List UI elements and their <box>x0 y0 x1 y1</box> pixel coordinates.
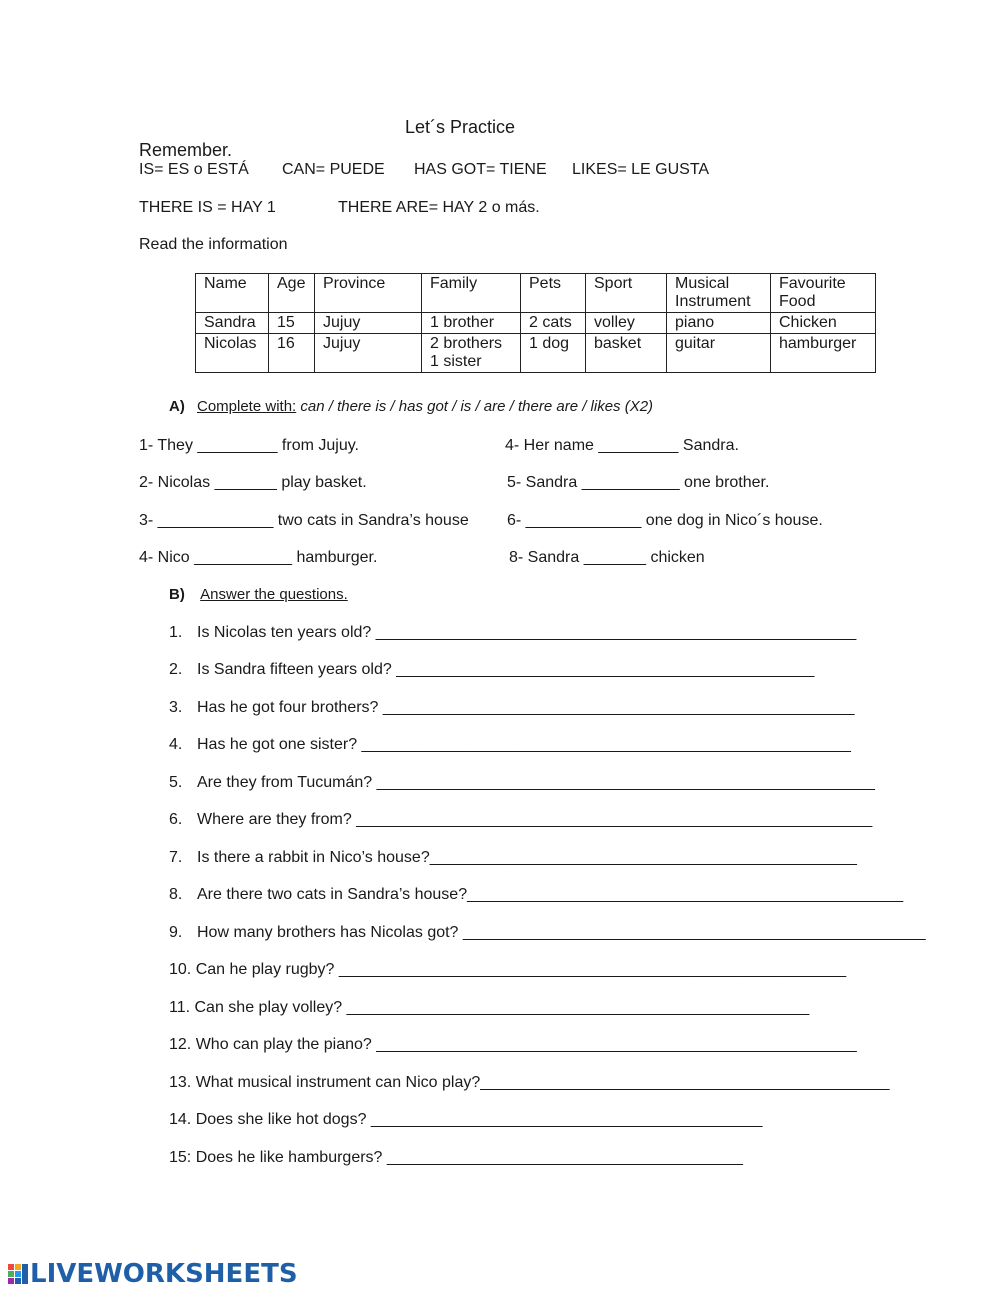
cell-line: Instrument <box>675 293 751 310</box>
exercise-item[interactable]: 8- Sandra _______ chicken <box>509 549 705 566</box>
there-is-rule: THERE IS = HAY 1 <box>139 199 276 216</box>
cell-line: 2 brothers <box>430 335 503 352</box>
cell-line: guitar <box>675 335 716 352</box>
exercise-item[interactable]: 5- Sandra ___________ one brother. <box>507 474 770 491</box>
keyword-is: IS= ES o ESTÁ <box>139 161 249 178</box>
keyword-has-got: HAS GOT= TIENE <box>414 161 547 178</box>
exercise-item[interactable]: 4- Her name _________ Sandra. <box>505 437 739 454</box>
there-are-rule: THERE ARE= HAY 2 o más. <box>338 199 540 216</box>
liveworksheets-logo[interactable] <box>8 1259 298 1289</box>
cell-line: piano <box>675 314 715 331</box>
cell-line: volley <box>594 314 635 331</box>
question-line[interactable] <box>169 699 855 717</box>
question-number: 5. <box>169 774 183 791</box>
cell-line: Family <box>430 275 478 292</box>
cell-line: Sport <box>594 275 633 292</box>
cell-line: hamburger <box>779 335 857 352</box>
question-text: Are they from Tucumán? ________________________________________________________ <box>197 774 875 791</box>
exercise-item[interactable]: 3- _____________ two cats in Sandra’s house <box>139 512 469 529</box>
section-b-letter: B) <box>169 586 185 603</box>
question-number: 7. <box>169 849 183 866</box>
table-cell <box>771 313 876 334</box>
question-line[interactable] <box>169 924 926 942</box>
cell-line: Chicken <box>779 314 837 331</box>
table-header-cell <box>667 274 771 313</box>
cell-line: 1 brother <box>430 314 495 331</box>
info-table <box>195 273 876 373</box>
cell-line: Nicolas <box>204 335 257 352</box>
cell-line: Jujuy <box>323 335 361 352</box>
table-cell <box>196 313 269 334</box>
question-text: 15: Does he like hamburgers? ________________________________________ <box>169 1149 743 1166</box>
question-text: Is there a rabbit in Nico’s house?________________________________________________ <box>197 849 857 866</box>
question-text: 10. Can he play rugby? _________________________________________________________ <box>169 961 847 978</box>
section-a-word-bank: can / there is / has got / is / are / there are / likes (X2) <box>300 398 654 415</box>
question-text: Has he got one sister? _______________________________________________________ <box>197 736 851 753</box>
question-line[interactable] <box>169 661 814 679</box>
question-text: 11. Can she play volley? ____________________________________________________ <box>169 999 810 1016</box>
question-line[interactable] <box>169 736 851 754</box>
question-line[interactable] <box>169 774 875 792</box>
question-line[interactable] <box>169 1149 743 1167</box>
remember-heading: Remember. <box>139 140 233 160</box>
table-cell <box>771 334 876 373</box>
question-line[interactable] <box>169 811 872 829</box>
table-header-row <box>196 274 876 313</box>
question-line[interactable] <box>169 1036 857 1054</box>
exercise-item[interactable]: 4- Nico ___________ hamburger. <box>139 549 378 566</box>
cell-line: Food <box>779 293 816 310</box>
question-text: How many brothers has Nicolas got? ____________________________________________________ <box>197 924 926 941</box>
cell-line: Sandra <box>204 314 256 331</box>
cell-line: Musical <box>675 275 730 292</box>
table-cell <box>586 313 667 334</box>
section-b-instruction <box>169 586 348 603</box>
exercise-item[interactable]: 1- They _________ from Jujuy. <box>139 437 359 454</box>
table-header-cell <box>196 274 269 313</box>
question-text: Is Sandra fifteen years old? _______________________________________________ <box>197 661 815 678</box>
table-header-cell <box>521 274 586 313</box>
table-row <box>196 334 876 373</box>
question-line[interactable] <box>169 1074 890 1092</box>
question-line[interactable] <box>169 886 903 904</box>
cell-line: 2 cats <box>529 314 572 331</box>
cell-line: 1 sister <box>430 353 482 370</box>
table-header-cell <box>771 274 876 313</box>
question-number: 1. <box>169 624 183 641</box>
table-cell <box>315 313 422 334</box>
cell-line: basket <box>594 335 642 352</box>
question-number: 3. <box>169 699 183 716</box>
liveworksheets-logo-icon <box>8 1262 30 1286</box>
question-line[interactable] <box>169 849 857 867</box>
table-header-cell <box>315 274 422 313</box>
keyword-can: CAN= PUEDE <box>282 161 385 178</box>
section-a-letter: A) <box>169 398 185 415</box>
liveworksheets-logo-text: LIVEWORKSHEETS <box>30 1259 298 1289</box>
cell-line: 15 <box>277 314 295 331</box>
table-cell <box>315 334 422 373</box>
table-cell <box>196 334 269 373</box>
cell-line: Favourite <box>779 275 846 292</box>
question-line[interactable] <box>169 961 846 979</box>
question-text: 13. What musical instrument can Nico play?______________________________________________ <box>169 1074 890 1091</box>
table-row <box>196 313 876 334</box>
question-number: 2. <box>169 661 183 678</box>
exercise-item[interactable]: 2- Nicolas _______ play basket. <box>139 474 367 491</box>
section-b-label: Answer the questions. <box>200 586 348 603</box>
table-header-cell <box>269 274 315 313</box>
table-header-cell <box>586 274 667 313</box>
question-number: 6. <box>169 811 183 828</box>
table-cell <box>521 334 586 373</box>
question-text: Has he got four brothers? _____________________________________________________ <box>197 699 855 716</box>
question-line[interactable] <box>169 999 809 1017</box>
section-a-label: Complete with: <box>197 398 297 415</box>
table-cell <box>269 313 315 334</box>
cell-line: Province <box>323 275 386 292</box>
table-cell <box>667 313 771 334</box>
cell-line: 16 <box>277 335 295 352</box>
cell-line: Age <box>277 275 306 292</box>
table-cell <box>667 334 771 373</box>
question-text: Are there two cats in Sandra’s house?_________________________________________________ <box>197 886 904 903</box>
question-line[interactable] <box>169 624 856 642</box>
question-number: 4. <box>169 736 183 753</box>
table-cell <box>269 334 315 373</box>
cell-line: Name <box>204 275 247 292</box>
question-text: 12. Who can play the piano? ______________________________________________________ <box>169 1036 857 1053</box>
section-a-instruction <box>169 398 653 415</box>
table-header-cell <box>422 274 521 313</box>
keyword-likes: LIKES= LE GUSTA <box>572 161 710 178</box>
question-text: 14. Does she like hot dogs? ____________________________________________ <box>169 1111 763 1128</box>
read-info-instruction: Read the information <box>139 236 288 253</box>
table-cell <box>521 313 586 334</box>
page-title: Let´s Practice <box>405 117 516 137</box>
cell-line: 1 dog <box>529 335 570 352</box>
exercise-item[interactable]: 6- _____________ one dog in Nico´s house. <box>507 512 823 529</box>
question-number: 9. <box>169 924 183 941</box>
question-text: Is Nicolas ten years old? ______________________________________________________ <box>197 624 857 641</box>
question-text: Where are they from? __________________________________________________________ <box>197 811 873 828</box>
table-cell <box>422 334 521 373</box>
cell-line: Pets <box>529 275 562 292</box>
question-line[interactable] <box>169 1111 762 1129</box>
table-cell <box>586 334 667 373</box>
question-number: 8. <box>169 886 183 903</box>
cell-line: Jujuy <box>323 314 361 331</box>
table-cell <box>422 313 521 334</box>
